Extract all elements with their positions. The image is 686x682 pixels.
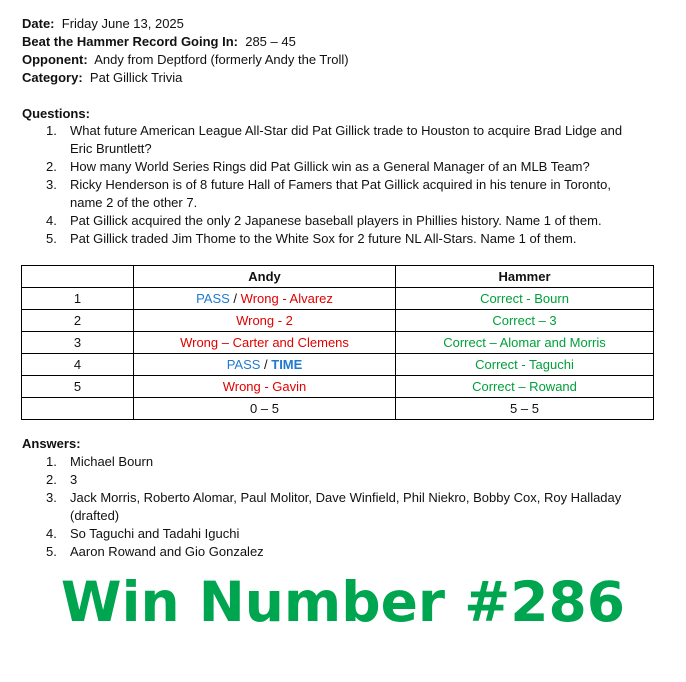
andy-result: Wrong - Gavin <box>134 376 396 398</box>
table-row <box>22 332 654 354</box>
time-text: TIME <box>271 357 303 372</box>
win-banner: Win Number #286 <box>60 570 626 634</box>
category-value: Pat Gillick Trivia <box>89 70 183 85</box>
opponent-value: Andy from Deptford (formerly Andy the Troll) <box>94 52 349 67</box>
table-row <box>22 288 654 310</box>
game-info <box>22 15 349 87</box>
row-number: 4 <box>22 354 134 376</box>
questions-heading: Questions: <box>22 106 90 121</box>
row-number: 5 <box>22 376 134 398</box>
answers-list <box>22 453 652 561</box>
andy-result <box>134 354 396 376</box>
totals-row <box>22 398 654 420</box>
table-row <box>22 310 654 332</box>
question-number: 5. <box>46 231 57 246</box>
question-item <box>22 122 652 158</box>
answer-number: 5. <box>46 544 57 559</box>
date-line <box>22 15 349 33</box>
andy-total: 0 – 5 <box>134 398 396 420</box>
question-number: 4. <box>46 213 57 228</box>
answer-text: 3 <box>70 472 78 487</box>
question-item <box>22 230 652 248</box>
hammer-result: Correct – Rowand <box>396 376 654 398</box>
questions-list <box>22 122 652 248</box>
header-hammer: Hammer <box>396 266 654 288</box>
answer-text: Jack Morris, Roberto Alomar, Paul Molitor, Dave Winfield, Phil Niekro, Bobby Cox, Roy Halladay <box>70 490 622 505</box>
pass-text: PASS <box>226 357 261 372</box>
question-text-cont: Eric Bruntlett? <box>70 141 152 156</box>
table-row <box>22 354 654 376</box>
opponent-line <box>22 51 349 69</box>
category-label: Category: <box>22 70 83 85</box>
answer-text-cont: (drafted) <box>70 508 120 523</box>
question-item <box>22 176 652 212</box>
row-number: 2 <box>22 310 134 332</box>
hammer-total: 5 – 5 <box>396 398 654 420</box>
andy-result: Wrong – Carter and Clemens <box>134 332 396 354</box>
andy-result <box>134 288 396 310</box>
answer-number: 2. <box>46 472 57 487</box>
question-number: 1. <box>46 123 57 138</box>
score-table <box>21 265 654 420</box>
answer-item <box>22 471 652 489</box>
question-text: Pat Gillick acquired the only 2 Japanese baseball players in Phillies history. Name 1 of them. <box>70 213 602 228</box>
separator: / <box>260 357 272 372</box>
question-item <box>22 158 652 176</box>
answer-number: 4. <box>46 526 57 541</box>
answer-text: So Taguchi and Tadahi Iguchi <box>70 526 240 541</box>
header-andy: Andy <box>134 266 396 288</box>
table-header-row <box>22 266 654 288</box>
answer-number: 1. <box>46 454 57 469</box>
row-number: 3 <box>22 332 134 354</box>
question-text: What future American League All-Star did Pat Gillick trade to Houston to acquire Brad Lidge and <box>70 123 623 138</box>
answer-item <box>22 525 652 543</box>
record-value: 285 – 45 <box>245 34 296 49</box>
answer-item <box>22 543 652 561</box>
question-text: Ricky Henderson is of 8 future Hall of Famers that Pat Gillick acquired in his tenure in Toronto, <box>70 177 611 192</box>
hammer-result: Correct - Bourn <box>396 288 654 310</box>
answers-heading: Answers: <box>22 436 81 451</box>
hammer-result: Correct – Alomar and Morris <box>396 332 654 354</box>
answer-number: 3. <box>46 490 57 505</box>
answer-text: Aaron Rowand and Gio Gonzalez <box>70 544 264 559</box>
date-value: Friday June 13, 2025 <box>61 16 184 31</box>
table-row <box>22 376 654 398</box>
date-label: Date: <box>22 16 55 31</box>
hammer-result: Correct – 3 <box>396 310 654 332</box>
separator: / <box>229 291 241 306</box>
answer-item <box>22 489 652 525</box>
question-item <box>22 212 652 230</box>
header-number <box>22 266 134 288</box>
category-line <box>22 69 349 87</box>
row-number: 1 <box>22 288 134 310</box>
record-label: Beat the Hammer Record Going In: <box>22 34 238 49</box>
answer-item <box>22 453 652 471</box>
question-number: 3. <box>46 177 57 192</box>
totals-number <box>22 398 134 420</box>
record-line <box>22 33 349 51</box>
pass-text: PASS <box>196 291 230 306</box>
hammer-result: Correct - Taguchi <box>396 354 654 376</box>
question-text: How many World Series Rings did Pat Gillick win as a General Manager of an MLB Team? <box>70 159 590 174</box>
wrong-text: Wrong - Alvarez <box>240 291 333 306</box>
question-text-cont: name 2 of the other 7. <box>70 195 198 210</box>
question-number: 2. <box>46 159 57 174</box>
opponent-label: Opponent: <box>22 52 88 67</box>
answer-text: Michael Bourn <box>70 454 154 469</box>
andy-result: Wrong - 2 <box>134 310 396 332</box>
question-text: Pat Gillick traded Jim Thome to the White Sox for 2 future NL All-Stars. Name 1 of them. <box>70 231 577 246</box>
